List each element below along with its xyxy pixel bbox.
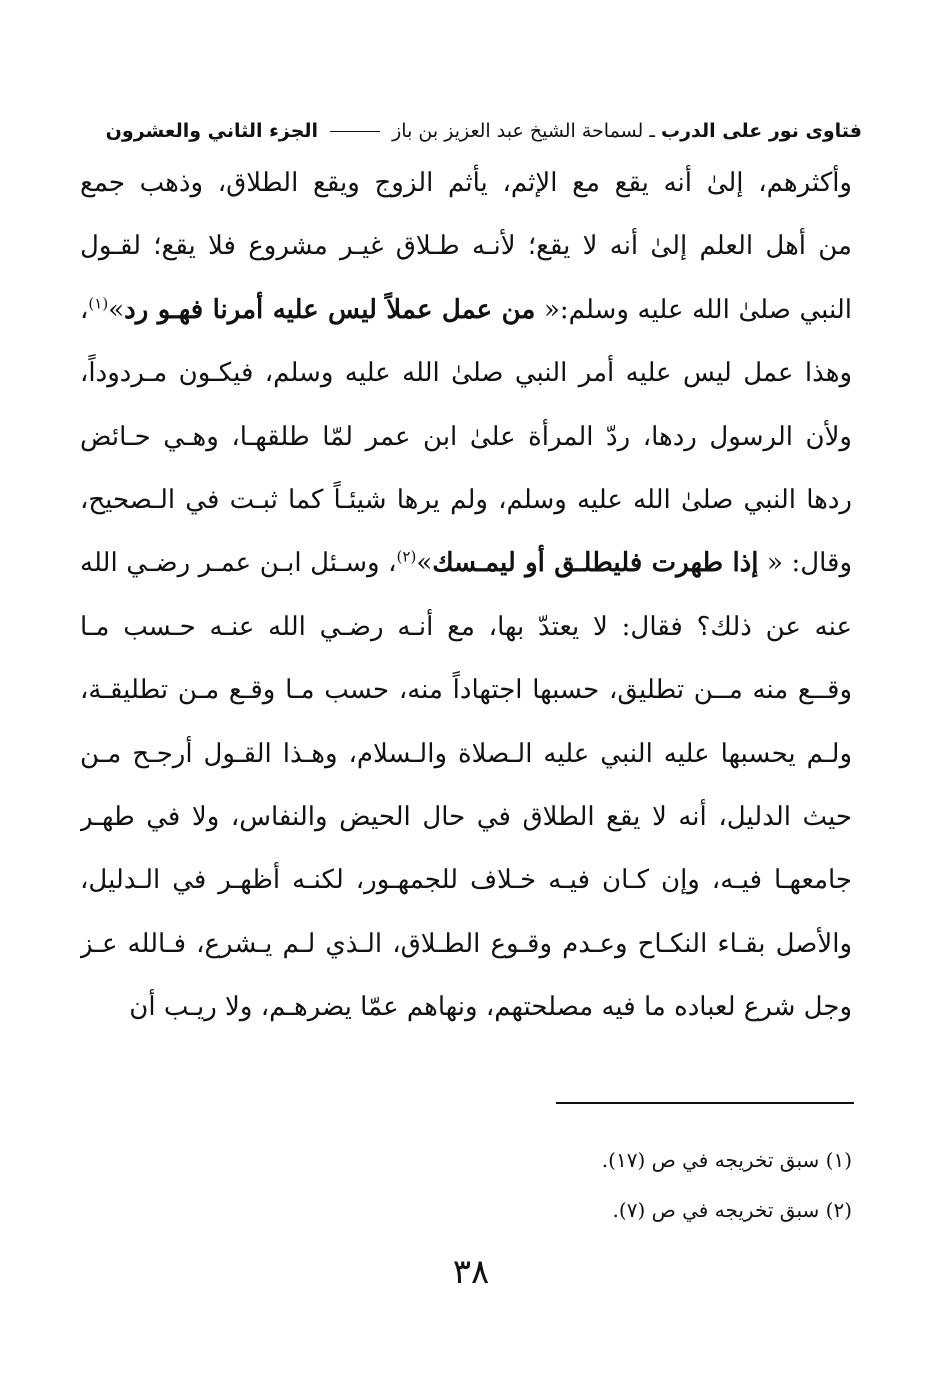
text-segment: وقال: « [758,548,852,579]
hadith-quote: إذا طهرت فليطلـق أو ليمـسك [432,548,759,579]
text-segment: النبي صلىٰ الله عليه وسلم:« [535,294,852,325]
hadith-quote: من عمل عملاً ليس عليه أمرنا فهـو رد [124,294,536,325]
footnote-ref[interactable]: (١) [88,294,109,313]
text-line: ردها النبي صلىٰ الله عليه وسلم، ولم يرها شيئـاً كما ثبـت في الـصحيح، [80,484,852,515]
page-number: ٣٨ [452,1252,490,1292]
footnote-ref[interactable]: (٢) [396,547,417,566]
text-line: وأكثرهم، إلىٰ أنه يقع مع الإثم، يأثم الزوج ويقع الطلاق، وذهب جمع [80,168,852,198]
running-header [80,118,862,144]
book-title: فتاوى نور على الدرب [661,120,862,142]
text-segment: ، وسـئل ابـن عمـر رضـي الله [80,548,397,579]
header-dash [330,131,380,132]
text-line: جامعهـا فيـه، وإن كـان فيـه خـلاف للجمهـور، لكنـه أظهـر في الـدليل، [80,865,852,896]
footnotes [300,1140,852,1240]
text-line: والأصل بقـاء النكـاح وعـدم وقـوع الطـلاق، الـذي لـم يـشرع، فـالله عـز [80,928,852,959]
text-line: ولـم يحسبها عليه النبي عليه الـصلاة والـسلام، وهـذا القـول أرجـح مـن [80,738,852,769]
text-line: ولأن الرسول ردها، ردّ المرأة علىٰ ابن عمر لمّا طلقهـا، وهـي حـائض [80,421,852,452]
author-name: لسماحة الشيخ عبد العزيز بن باز [392,120,644,142]
text-line: وقــع منه مــن تطليق، حسبها اجتهاداً منه، حسب مـا وقـع مـن تطليقـة، [80,675,852,706]
text-segment: » [416,548,433,579]
text-line [80,279,852,342]
text-segment: ، [80,294,89,325]
header-separator: ـ [649,120,655,142]
text-segment: » [108,294,125,325]
footnote-divider [556,1102,854,1104]
text-line: وهذا عمل ليس عليه أمر النبي صلىٰ الله عليه وسلم، فيكـون مـردوداً، [80,358,852,389]
volume-title: الجزء الثاني والعشرون [105,120,319,142]
text-line: عنه عن ذلك؟ فقال: لا يعتدّ بها، مع أنـه رضـي الله عنـه حـسب مـا [80,611,852,642]
text-line [80,532,852,595]
footnote-item: (١) سبق تخريجه في ص (١٧). [601,1148,852,1172]
text-line: من أهل العلم إلىٰ أنه لا يقع؛ لأنـه طـلاق غيـر مشروع فلا يقع؛ لقـول [80,231,852,262]
text-line: وجل شرع لعباده ما فيه مصلحتهم، ونهاهم عمّا يضرهـم، ولا ريـب أن [129,992,852,1023]
body-text [80,152,852,1039]
text-line: حيث الدليل، أنه لا يقع الطلاق في حال الحيض والنفاس، ولا في طهـر [80,801,852,832]
footnote-item: (٢) سبق تخريجه في ص (٧). [612,1198,852,1222]
